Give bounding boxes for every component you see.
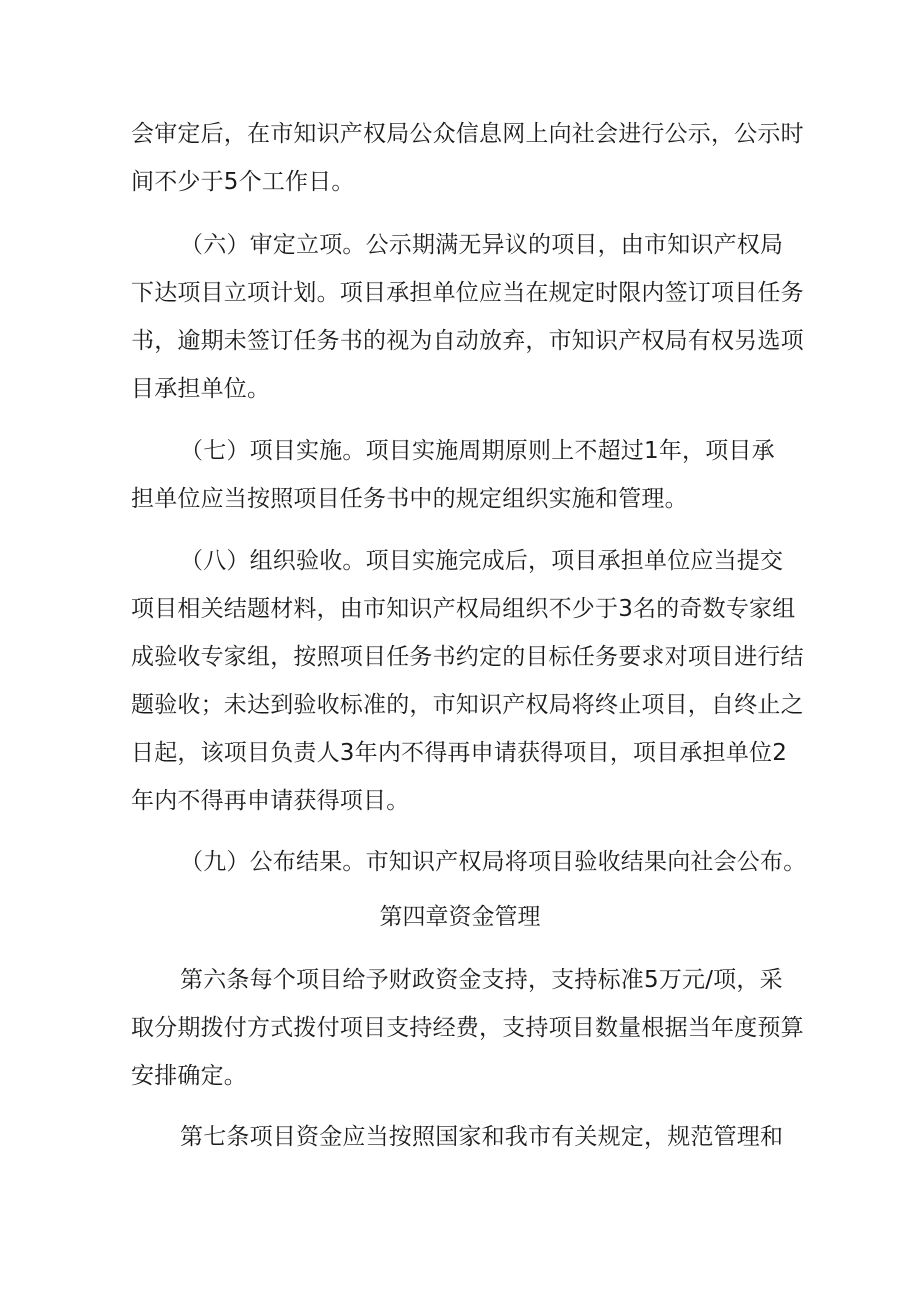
paragraph-line: 下达项目立项计划。项目承担单位应当在规定时限内签订项目任务 (131, 280, 804, 306)
paragraph-line: 第七条项目资金应当按照国家和我市有关规定，规范管理和 (180, 1124, 784, 1150)
chapter-heading: 第四章资金管理 (379, 904, 541, 930)
paragraph-line: 担单位应当按照项目任务书中的规定组织实施和管理。 (131, 486, 688, 512)
paragraph-line: 安排确定。 (131, 1063, 247, 1089)
paragraph-line: 间不少于5个工作日。 (131, 169, 355, 195)
paragraph-line: 成验收专家组，按照项目任务书约定的目标任务要求对项目进行结 (131, 644, 804, 670)
paragraph-line: （六）审定立项。公示期满无异议的项目，由市知识产权局 (180, 232, 784, 258)
paragraph-line: 第六条每个项目给予财政资金支持，支持标准5万元/项，采 (180, 967, 783, 993)
paragraph-line: 题验收；未达到验收标准的，市知识产权局将终止项目，自终止之 (131, 692, 804, 718)
paragraph-line: 年内不得再申请获得项目。 (131, 788, 410, 814)
paragraph-line: （七）项目实施。项目实施周期原则上不超过1年，项目承 (180, 438, 775, 464)
paragraph-line: 会审定后，在市知识产权局公众信息网上向社会进行公示，公示时 (131, 121, 804, 147)
paragraph-line: （八）组织验收。项目实施完成后，项目承担单位应当提交 (180, 548, 784, 574)
paragraph-line: 书，逾期未签订任务书的视为自动放弃，市知识产权局有权另选项 (131, 328, 804, 354)
paragraph-line: 项目相关结题材料，由市知识产权局组织不少于3名的奇数专家组 (131, 596, 796, 622)
paragraph-line: （九）公布结果。市知识产权局将项目验收结果向社会公布。 (180, 849, 807, 875)
paragraph-line: 目承担单位。 (131, 376, 271, 402)
paragraph-line: 取分期拨付方式拨付项目支持经费，支持项目数量根据当年度预算 (131, 1015, 804, 1041)
paragraph-line: 日起，该项目负责人3年内不得再申请获得项目，项目承担单位2 (131, 740, 788, 766)
